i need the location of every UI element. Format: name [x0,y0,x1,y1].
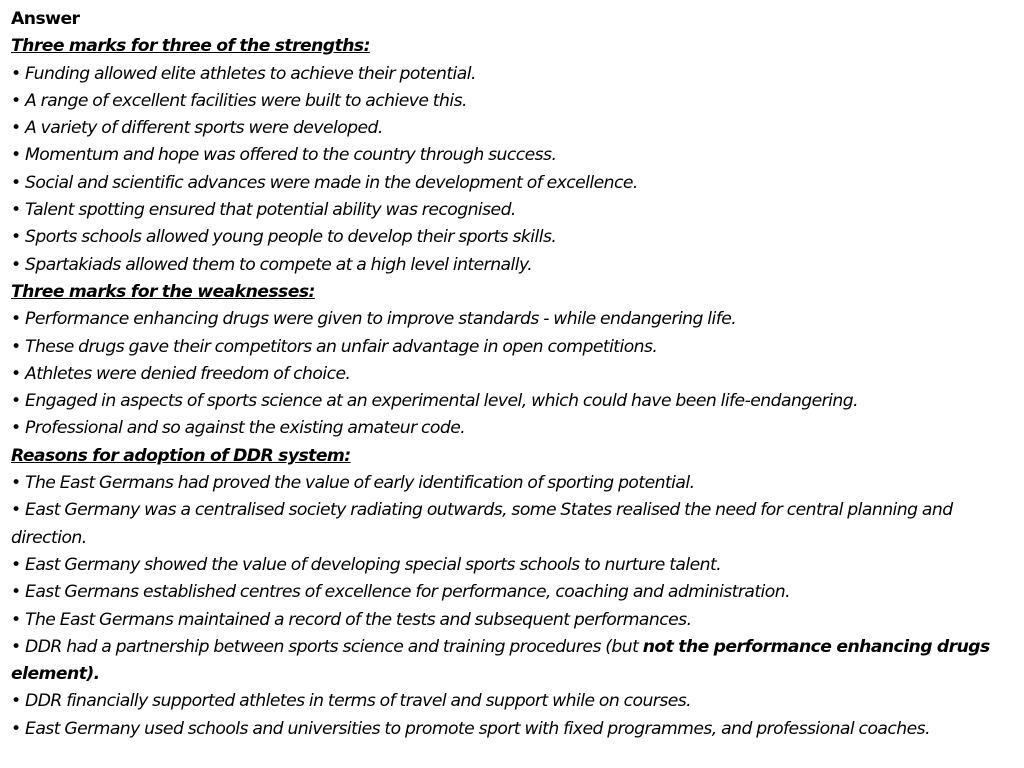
list-item [11,607,1015,634]
reason-item-text: East Germany used schools and universities to promote sport with fixed programmes, and professional coaches. [25,718,930,739]
list-item [11,197,1015,224]
reason-item-text: DDR financially supported athletes in terms of travel and support while on courses. [25,691,692,712]
list-item [11,579,1015,606]
bullet-marker: • [11,63,21,84]
emphasis-text: not the performance enhancing drugs element). [11,636,990,685]
bullet-marker: • [11,473,21,494]
weakness-item-text: Performance enhancing drugs were given to improve standards - while endangering life. [25,309,737,330]
reason-item-text: East Germans established centres of excellence for performance, coaching and administration. [25,582,790,603]
bullet-marker: • [11,554,21,575]
strength-item-text: Social and scientific advances were made in the development of excellence. [25,172,638,193]
list-item [11,306,1015,333]
reason-item-text: The East Germans maintained a record of the tests and subsequent performances. [25,609,692,630]
bullet-marker: • [11,118,21,139]
list-item [11,170,1015,197]
strength-item-text: Momentum and hope was offered to the country through success. [25,145,557,166]
bullet-marker: • [11,418,21,439]
weakness-item-text: Engaged in aspects of sports science at an experimental level, which could have been life-endangering. [25,391,859,412]
bullet-marker: • [11,636,21,657]
strength-item-text: Talent spotting ensured that potential ability was recognised. [25,200,516,221]
list-item [11,634,1015,689]
strengths-heading: Three marks for three of the strengths: [11,36,370,57]
bullet-marker: • [11,200,21,221]
bullet-marker: • [11,500,21,521]
bullet-marker: • [11,145,21,166]
bullet-marker: • [11,90,21,111]
reason-item-text: The East Germans had proved the value of early identification of sporting potential. [25,473,695,494]
strength-item-text: Sports schools allowed young people to develop their sports skills. [25,227,557,248]
list-item [11,388,1015,415]
answer-document [11,6,1015,743]
list-item [11,334,1015,361]
weakness-item-text: These drugs gave their competitors an unfair advantage in open competitions. [25,336,658,357]
strength-item-text: A range of excellent facilities were built to achieve this. [25,90,467,111]
bullet-marker: • [11,254,21,275]
bullet-marker: • [11,582,21,603]
reason-item-text: East Germany was a centralised society radiating outwards, some States realised the need for central planning and direction. [11,500,953,548]
strength-item-text: Funding allowed elite athletes to achieve their potential. [25,63,476,84]
strength-item-text: A variety of different sports were developed. [25,118,383,139]
bullet-marker: • [11,609,21,630]
list-item [11,688,1015,715]
weakness-item-text: Athletes were denied freedom of choice. [25,363,351,384]
bullet-marker: • [11,691,21,712]
list-item [11,252,1015,279]
bullet-marker: • [11,172,21,193]
bullet-marker: • [11,227,21,248]
weakness-item-text: Professional and so against the existing amateur code. [25,418,466,439]
list-item [11,61,1015,88]
list-item [11,224,1015,251]
list-item [11,497,1015,552]
list-item [11,716,1015,743]
list-item [11,552,1015,579]
reason-item-text: DDR had a partnership between sports science and training procedures (but [25,636,643,657]
bullet-marker: • [11,718,21,739]
reasons-heading: Reasons for adoption of DDR system: [11,445,351,466]
list-item [11,415,1015,442]
list-item [11,115,1015,142]
weaknesses-heading: Three marks for the weaknesses: [11,281,315,302]
bullet-marker: • [11,363,21,384]
bullet-marker: • [11,309,21,330]
list-item [11,361,1015,388]
bullet-marker: • [11,391,21,412]
strength-item-text: Spartakiads allowed them to compete at a high level internally. [25,254,533,275]
bullet-marker: • [11,336,21,357]
reason-item-text: East Germany showed the value of developing special sports schools to nurture talent. [25,554,722,575]
list-item [11,88,1015,115]
answer-heading: Answer [11,9,80,29]
list-item [11,470,1015,497]
list-item [11,142,1015,169]
